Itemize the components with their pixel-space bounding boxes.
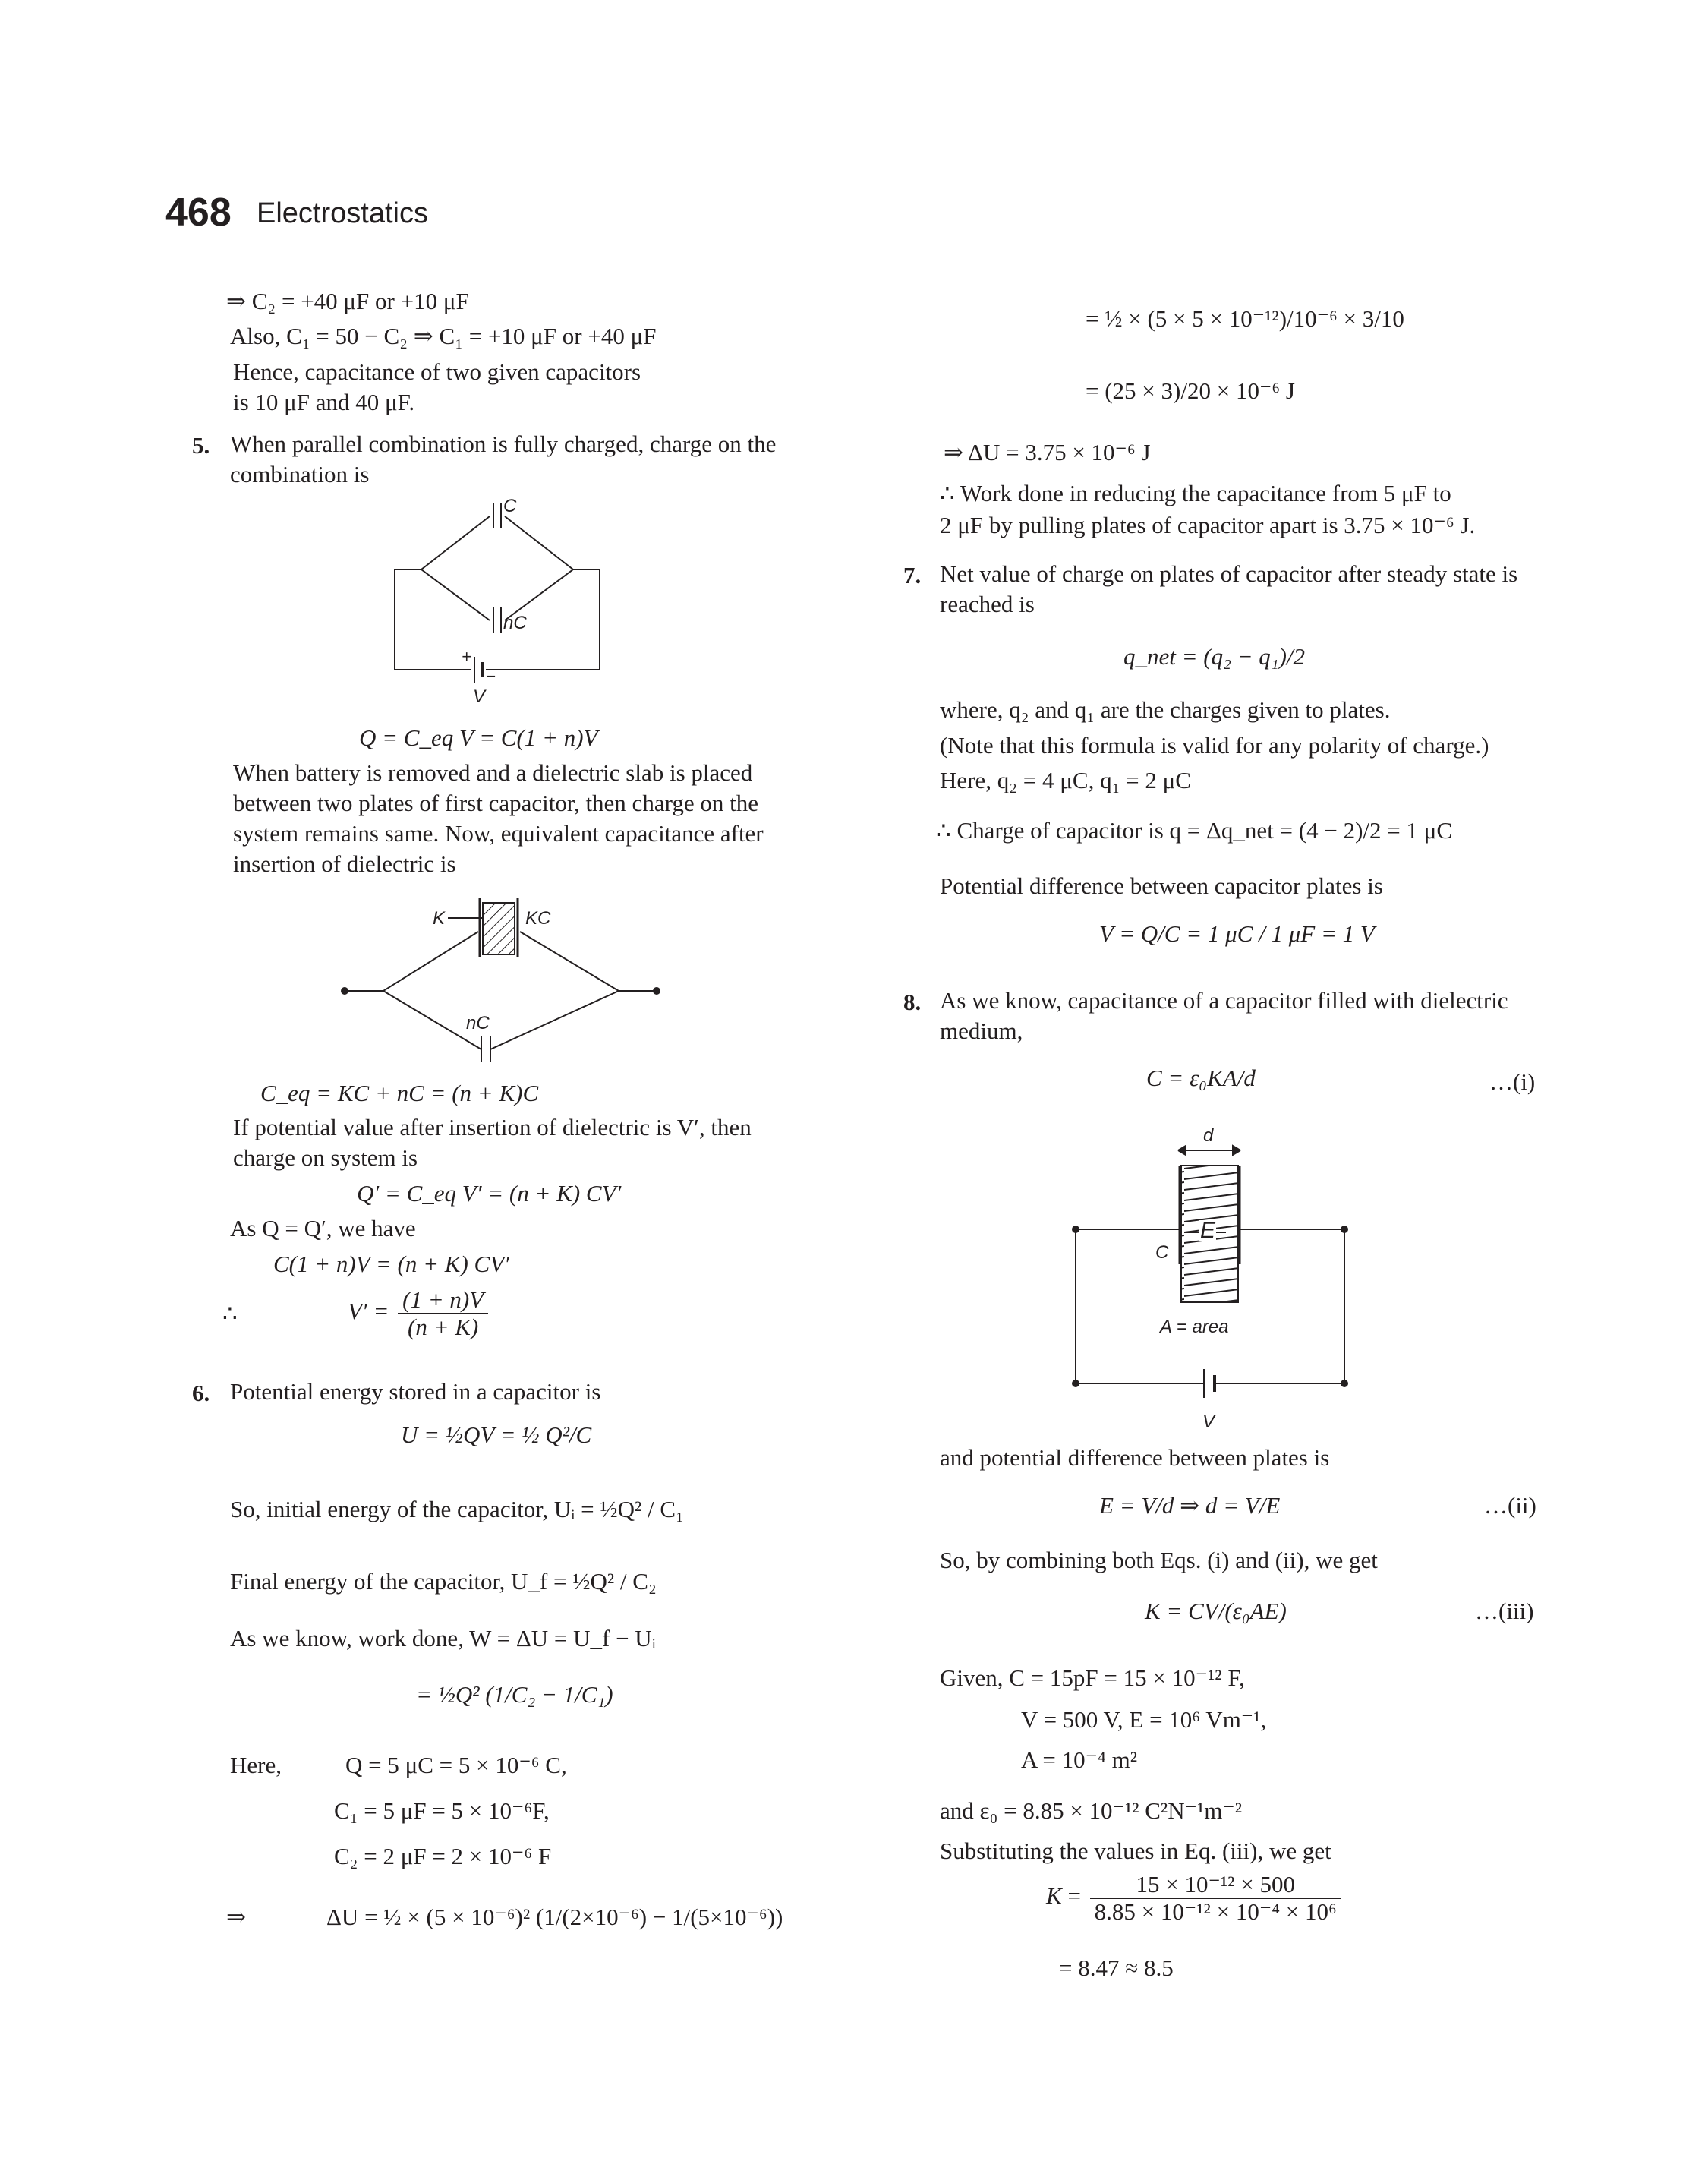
value-c1: C₁ = 5 μF = 5 × 10⁻⁶F, [334,1797,550,1824]
q7-line-7: Potential difference between capacitor plates is [940,872,1383,899]
page-number: 468 [165,191,232,235]
fig3-label-d: d [1203,1128,1214,1146]
fig2-label-nc: nC [466,1013,490,1033]
eq-c1n: C(1 + n)V = (n + K) CV′ [273,1251,509,1277]
r-eq-2: = (25 × 3)/20 × 10⁻⁶ J [1086,377,1295,404]
q7-line-4: (Note that this formula is valid for any polarity of charge.) [940,732,1489,759]
p1-line-1: When battery is removed and a dielectric slab is placed [233,759,753,786]
eq-tag-3: …(iii) [1475,1598,1534,1624]
q6-line-1: Potential energy stored in a capacitor is [230,1378,601,1405]
q7-line-2: reached is [940,591,1035,617]
q8-line-1: As we know, capacitance of a capacitor filled with dielectric [940,987,1508,1014]
fig3-label-e: E [1200,1218,1216,1243]
dielectric-slab-circuit-figure [1063,1128,1366,1439]
q5-line-1: When parallel combination is fully charged, charge on the [230,431,777,457]
eq-e: E = V/d ⇒ d = V/E [1099,1492,1281,1519]
fig1-label-minus: − [486,667,496,686]
eq-c-dielectric: C = ε₀KA/d [1146,1065,1256,1091]
question-8-number: 8. [903,989,922,1015]
implies-symbol: ⇒ [226,1904,246,1930]
p1-line-3: system remains same. Now, equivalent capacitance after [233,820,764,847]
eq-k-value-den: 8.85 × 10⁻¹² × 10⁻⁴ × 10⁶ [1094,1898,1337,1925]
given-c: Given, C = 15pF = 15 × 10⁻¹² F, [940,1664,1245,1691]
q5-line-2: combination is [230,461,370,487]
fig1-label-v: V [473,686,486,707]
eq-v-prime-num: (1 + n)V [398,1287,488,1314]
dielectric-capacitor-figure [334,892,668,1067]
given-v-e: V = 500 V, E = 10⁶ Vm⁻¹, [1021,1706,1267,1733]
eq-k-value: K = $\frac{\text{15 × 10⁻¹² × 500}}{\text{8.85 × 10⁻¹² × 10⁻⁴ × 10⁶}}$ [1046,1872,1344,1925]
fig3-label-area: A = area [1160,1317,1229,1337]
r-line-1: ∴ Work done in reducing the capacitance from 5 μF to [940,480,1451,506]
line-hence-1: Hence, capacitance of two given capacitors [233,358,641,385]
eq-v: V = Q/C = 1 μC / 1 μF = 1 V [1099,920,1375,947]
fig3-label-c: C [1155,1242,1169,1263]
question-6-number: 6. [192,1380,210,1406]
eq-qnet: q_net = (q₂ − q₁)/2 [1123,643,1306,670]
fig1-label-plus: + [462,647,471,666]
q7-line-5: Here, q₂ = 4 μC, q₁ = 2 μC [940,767,1191,793]
q7-line-3: where, q₂ and q₁ are the charges given to plates. [940,696,1391,723]
eq-v-prime [348,1287,491,1340]
eq-q-prime: Q′ = C_eq V′ = (n + K) CV′ [357,1180,622,1207]
eq-w: = ½Q² (1/C₂ − 1/C₁) [416,1681,613,1708]
eq-delta-u: ΔU = ½ × (5 × 10⁻⁶)² (1/(2×10⁻⁶) − 1/(5×10⁻⁶)) [326,1904,783,1930]
here-label: Here, [230,1752,282,1778]
r-eq-1: = ½ × (5 × 5 × 10⁻¹²)/10⁻⁶ × 3/10 [1086,305,1404,332]
q8-line-3: and potential difference between plates is [940,1444,1330,1471]
r-line-2: 2 μF by pulling plates of capacitor apart is 3.75 × 10⁻⁶ J. [940,512,1476,538]
p3-line: As Q = Q′, we have [230,1215,416,1241]
eq-k-value-num: 15 × 10⁻¹² × 500 [1090,1872,1341,1899]
fig1-label-c: C [503,496,517,516]
question-5-number: 5. [192,432,210,459]
question-7-number: 7. [903,562,922,588]
q8-line-5: Substituting the values in Eq. (iii), we get [940,1838,1331,1864]
value-c2: C₂ = 2 μF = 2 × 10⁻⁶ F [334,1843,552,1869]
fig3-label-v: V [1202,1412,1215,1432]
eq-tag-1: …(i) [1489,1068,1536,1095]
eq-ceq: C_eq = KC + nC = (n + K)C [260,1080,539,1106]
therefore-symbol: ∴ [222,1300,238,1327]
parallel-capacitor-circuit-figure [357,494,630,714]
eq-v-prime-lhs: V′ = [348,1298,389,1325]
work-done: As we know, work done, W = ΔU = U_f − Uᵢ [230,1625,656,1651]
eq-u: U = ½QV = ½ Q²/C [401,1421,592,1448]
q7-line-6: ∴ Charge of capacitor is q = Δq_net = (4 − 2)/2 = 1 μC [936,817,1453,844]
eq-q-ceq-v: Q = C_eq V = C(1 + n)V [359,724,598,751]
fig2-label-k: K [433,908,446,929]
eq-k-result: = 8.47 ≈ 8.5 [1059,1954,1174,1981]
q8-line-2: medium, [940,1017,1023,1044]
initial-energy: So, initial energy of the capacitor, Uᵢ = ½Q² / C₁ [230,1496,684,1522]
p2-line-2: charge on system is [233,1144,418,1171]
p1-line-2: between two plates of first capacitor, then charge on the [233,790,758,816]
line-also: Also, C₁ = 50 − C₂ ⇒ C₁ = +10 μF or +40 μF [230,323,657,349]
fig1-label-nc: nC [503,613,527,633]
given-a: A = 10⁻⁴ m² [1021,1746,1137,1773]
q7-line-1: Net value of charge on plates of capacitor after steady state is [940,560,1518,587]
eq-tag-2: …(ii) [1484,1492,1536,1519]
line-c2-result: ⇒ C₂ = +40 μF or +10 μF [226,288,469,314]
chapter-title: Electrostatics [257,197,428,229]
r-eq-3: ⇒ ΔU = 3.75 × 10⁻⁶ J [944,439,1151,465]
final-energy: Final energy of the capacitor, U_f = ½Q² / C₂ [230,1568,657,1595]
p1-line-4: insertion of dielectric is [233,850,456,877]
p2-line-1: If potential value after insertion of dielectric is V′, then [233,1114,752,1140]
line-hence-2: is 10 μF and 40 μF. [233,389,415,415]
given-epsilon: and ε₀ = 8.85 × 10⁻¹² C²N⁻¹m⁻² [940,1797,1243,1824]
eq-k: K = CV/(ε₀AE) [1145,1598,1287,1624]
eq-v-prime-den: (n + K) [408,1314,479,1340]
fig2-label-kc: KC [525,908,551,929]
q8-line-4: So, by combining both Eqs. (i) and (ii), we get [940,1547,1378,1573]
value-q: Q = 5 μC = 5 × 10⁻⁶ C, [345,1752,567,1778]
